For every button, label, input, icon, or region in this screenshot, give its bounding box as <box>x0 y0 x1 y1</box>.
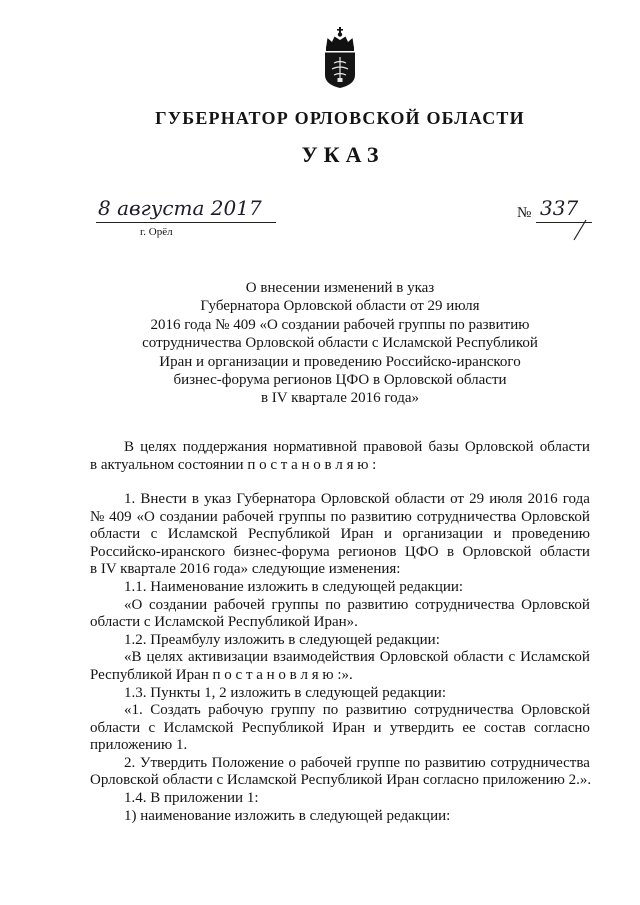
word: Орловской <box>462 543 532 560</box>
word: Орловской <box>521 702 590 719</box>
word: и <box>493 526 502 543</box>
title-line: 2016 года № 409 «О создании рабочей группы по развитию <box>150 316 530 333</box>
word: по <box>404 754 421 771</box>
body-line <box>90 755 590 773</box>
body-line <box>90 439 590 457</box>
word: утвердить <box>389 719 454 736</box>
word: взаимодействия <box>272 649 375 666</box>
issuing-authority: ГУБЕРНАТОР ОРЛОВСКОЙ ОБЛАСТИ <box>155 108 525 128</box>
word: группе <box>356 754 401 771</box>
word: сотрудничества <box>414 596 515 613</box>
body-line: приложению 1. <box>90 737 188 754</box>
word: организации <box>402 526 483 543</box>
word: «О <box>124 596 143 613</box>
document-place: г. Орёл <box>140 226 173 238</box>
word: области <box>394 490 445 507</box>
word: активизации <box>187 649 269 666</box>
word: проведению <box>511 526 590 543</box>
word: 29 <box>469 490 485 507</box>
word: базы <box>428 439 459 455</box>
word: группы <box>271 596 319 613</box>
body-line <box>90 720 590 738</box>
word: по <box>325 596 341 613</box>
word: в <box>447 543 455 560</box>
word: Утвердить <box>139 754 208 771</box>
body-line: области с Исламской Республикой Иран». <box>90 614 358 631</box>
word: Орловской <box>320 490 390 507</box>
word: целях <box>146 649 184 666</box>
word: области <box>90 526 141 543</box>
word: с <box>150 526 158 543</box>
document-body <box>90 439 590 825</box>
body-line: Республикой Иран п о с т а н о в л я ю :». <box>90 666 353 683</box>
body-line: Орловской области с Исламской Республикой Иран согласно приложению 2.». <box>90 772 592 789</box>
word: Иран <box>340 526 374 543</box>
word: «О <box>136 508 155 525</box>
word: области <box>539 543 590 560</box>
title-line: Иран и организации и проведению Российско-иранского <box>159 353 521 370</box>
document-type: УКАЗ <box>301 142 385 167</box>
coat-of-arms-emblem <box>320 27 360 89</box>
handwriting-stroke <box>560 216 592 242</box>
body-line <box>90 509 590 527</box>
word: развитию <box>350 508 412 525</box>
word: создании <box>159 508 218 525</box>
title-line: в IV квартале 2016 года» <box>260 390 420 407</box>
body-line: 1) наименование изложить в следующей редакции: <box>124 807 451 824</box>
title-line: сотрудничества Орловской области с Исламской Республикой <box>142 335 538 352</box>
word: по <box>322 702 339 719</box>
body-line: 1.1. Наименование изложить в следующей редакции: <box>124 578 464 595</box>
word: области <box>90 719 141 736</box>
word: № <box>90 508 105 525</box>
word: и <box>373 719 382 736</box>
word: В <box>124 439 135 455</box>
word: поддержания <box>182 439 268 455</box>
word: группы <box>278 508 326 525</box>
word: Орловской <box>379 649 449 666</box>
word: Орловской <box>464 439 534 455</box>
body-line <box>90 597 590 615</box>
word: Положение <box>211 754 284 771</box>
body-line <box>90 649 590 667</box>
word: о <box>288 754 297 771</box>
word: рабочей <box>222 508 274 525</box>
word: июля <box>489 490 523 507</box>
word: сотрудничества <box>414 702 514 719</box>
word: Орловской <box>521 508 590 525</box>
word: развитию <box>347 596 409 613</box>
word: от <box>450 490 464 507</box>
word: нормативной <box>273 439 358 455</box>
word: Орловской <box>521 596 590 613</box>
word: Республикой <box>241 719 324 736</box>
body-line: 1.3. Пункты 1, 2 изложить в следующей редакции: <box>124 684 446 701</box>
word: Исламской <box>163 719 234 736</box>
word: Российско-иранского <box>90 543 226 560</box>
word: сотрудничества <box>490 754 590 771</box>
body-line <box>90 544 590 562</box>
body-line: 1.2. Преамбулу изложить в следующей редакции: <box>124 631 440 648</box>
word: рабочую <box>208 702 264 719</box>
word: Создать <box>150 702 201 719</box>
word: по <box>330 508 347 525</box>
word: правовой <box>363 439 423 455</box>
word: развитию <box>424 754 486 771</box>
word: Республикой <box>248 526 331 543</box>
word: с <box>148 719 156 736</box>
title-line: О внесении изменений в указ <box>245 280 435 296</box>
word: Исламской <box>520 649 590 666</box>
word: «1. <box>124 702 143 719</box>
word: 409 <box>109 508 132 525</box>
word: указ <box>204 490 232 507</box>
word: области <box>539 439 590 455</box>
word: Иран <box>332 719 366 736</box>
word: 1. <box>124 490 136 507</box>
word: с <box>508 649 516 666</box>
word: Внести <box>140 490 187 507</box>
title-line: бизнес-форума регионов ЦФО в Орловской области <box>173 372 507 389</box>
body-line: в IV квартале 2016 года» следующие изменения: <box>90 561 401 578</box>
word: ее <box>462 719 476 736</box>
word: создании <box>148 596 208 613</box>
document-date: 8 августа 2017 <box>96 196 276 223</box>
word: 2. <box>124 754 136 771</box>
word: ЦФО <box>404 543 439 560</box>
body-line: 1.4. В приложении 1: <box>124 790 259 807</box>
title-line: Губернатора Орловской области от 29 июля <box>200 298 480 315</box>
word: бизнес-форума <box>233 543 330 560</box>
word: состав <box>484 719 526 736</box>
word: рабочей <box>213 596 265 613</box>
word: согласно <box>534 719 590 736</box>
body-line <box>90 526 590 544</box>
body-line <box>90 491 590 509</box>
number-label: № <box>517 205 532 221</box>
document-number: 337 <box>536 196 592 223</box>
word: регионов <box>338 543 397 560</box>
body-line: в актуальном состоянии п о с т а н о в л я ю : <box>90 456 377 473</box>
document-title <box>90 279 590 408</box>
word: области <box>453 649 504 666</box>
word: рабочей <box>300 754 352 771</box>
word: Губернатора <box>236 490 316 507</box>
word: года <box>562 490 590 507</box>
word: целях <box>140 439 177 455</box>
body-line <box>90 702 590 720</box>
word: Исламской <box>167 526 238 543</box>
word: 2016 <box>527 490 558 507</box>
word: группу <box>270 702 316 719</box>
word: в <box>191 490 199 507</box>
word: развитию <box>345 702 407 719</box>
word: «В <box>124 649 142 666</box>
word: и <box>383 526 392 543</box>
word: сотрудничества <box>416 508 517 525</box>
